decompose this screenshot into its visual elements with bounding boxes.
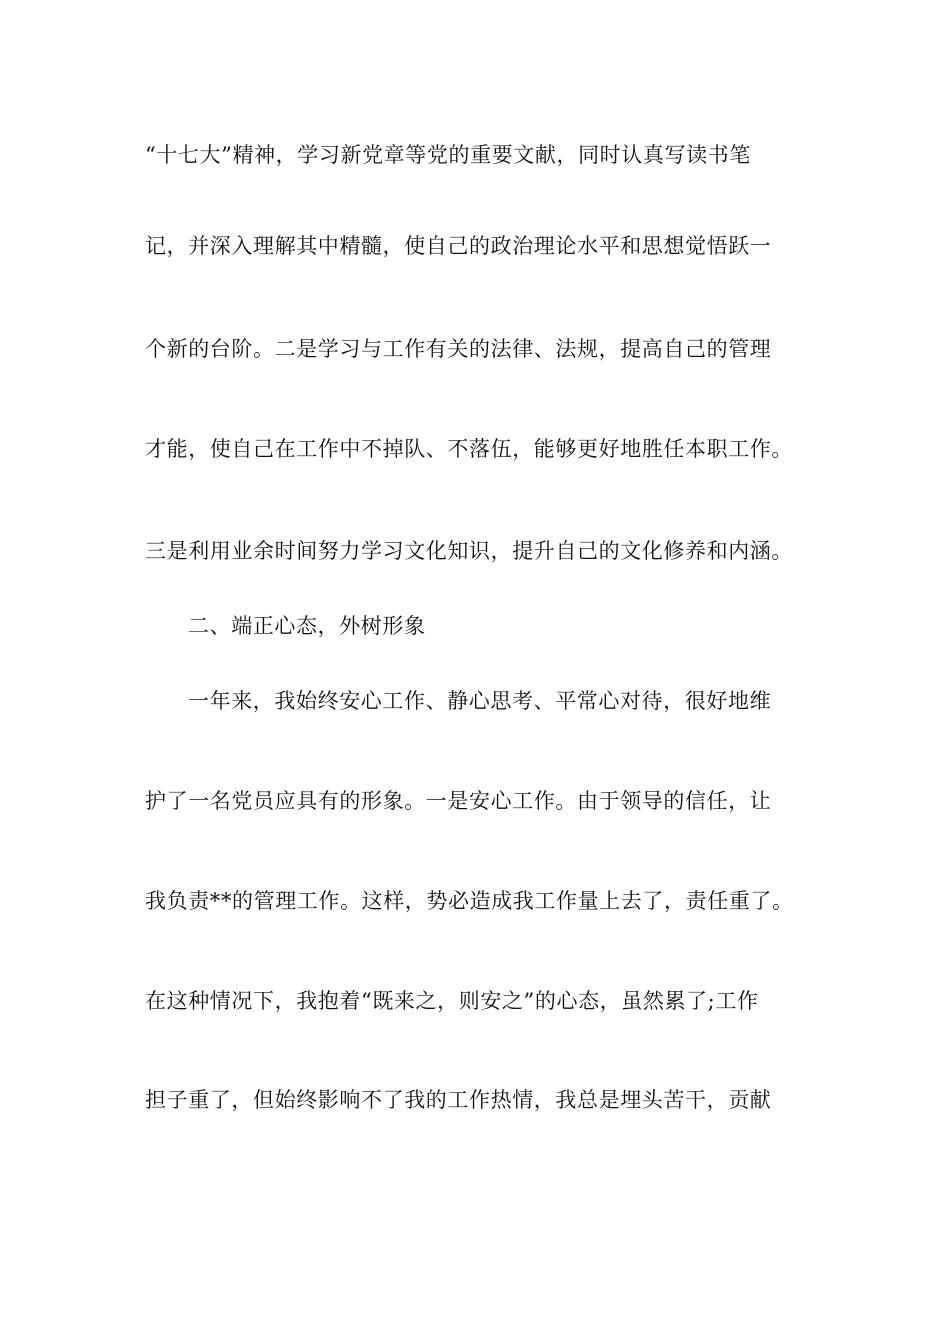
- paragraph-line: 三是利用业余时间努力学习文化知识，提升自己的文化修养和内涵。: [145, 539, 793, 563]
- paragraph-line: 才能，使自己在工作中不掉队、不落伍，能够更好地胜任本职工作。: [145, 437, 793, 461]
- paragraph-line: 个新的台阶。二是学习与工作有关的法律、法规，提高自己的管理: [145, 337, 772, 361]
- paragraph-line: 我负责**的管理工作。这样，势必造成我工作量上去了，责任重了。: [145, 889, 794, 913]
- paragraph-line: 在这种情况下，我抱着“既来之，则安之”的心态，虽然累了;工作: [145, 989, 759, 1013]
- paragraph-line: 担子重了，但始终影响不了我的工作热情，我总是埋头苦干，贡献: [145, 1088, 772, 1112]
- paragraph-line: “十七大”精神，学习新党章等党的重要文献，同时认真写读书笔: [145, 143, 751, 167]
- section-heading: 二、端正心态，外树形象: [188, 614, 426, 638]
- paragraph-line: 护了一名党员应具有的形象。一是安心工作。由于领导的信任，让: [145, 789, 772, 813]
- paragraph-line: 一年来，我始终安心工作、静心思考、平常心对待，很好地维: [188, 689, 772, 713]
- paragraph-line: 记，并深入理解其中精髓，使自己的政治理论水平和思想觉悟跃一: [145, 234, 772, 258]
